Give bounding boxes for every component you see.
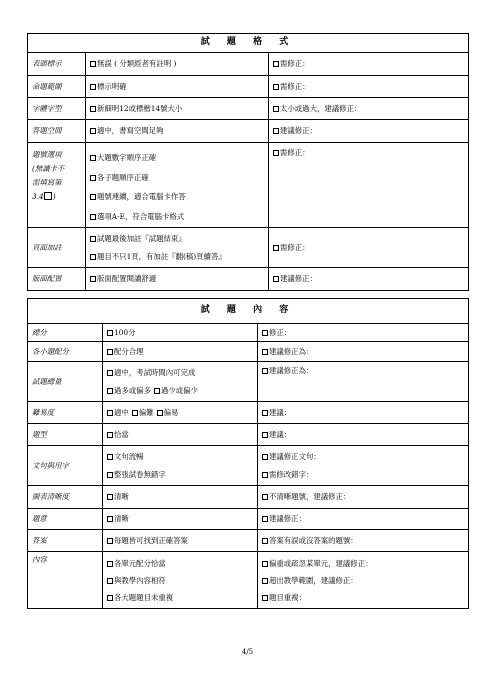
checkbox[interactable] (90, 214, 96, 220)
checkbox[interactable] (90, 194, 96, 200)
checkbox[interactable] (90, 254, 96, 260)
content-label-type: 題型 (28, 424, 103, 446)
option-text: 過多或偏多 (114, 385, 151, 395)
format-label-space: 答題空間 (28, 120, 86, 143)
checkbox[interactable] (262, 578, 268, 584)
option-text: 標示明確 (97, 81, 127, 91)
option-text: 需修正： (280, 242, 310, 252)
checkbox[interactable] (107, 516, 113, 522)
option-text: 需修正： (280, 148, 310, 157)
option-text: 需修改錯字： (269, 469, 314, 479)
option-text: 不清晰題號，建議修正： (269, 492, 351, 502)
option-text: 太小或過大，建議修正： (280, 103, 362, 113)
checkbox[interactable] (273, 245, 279, 251)
format-label-layout: 版面配置 (28, 268, 86, 291)
checkbox[interactable] (90, 276, 96, 282)
checkbox[interactable] (107, 388, 113, 394)
checkbox[interactable] (90, 175, 96, 181)
checkbox[interactable] (90, 236, 96, 242)
checkbox[interactable] (107, 578, 113, 584)
format-label-scope: 命題範圍 (28, 76, 86, 98)
option-text: 建議修正為： (269, 346, 314, 356)
option-text: 文句流暢 (114, 452, 144, 462)
format-label-header: 表頭標示 (28, 53, 86, 76)
option-text: 建議修正： (280, 126, 317, 136)
checkbox[interactable] (262, 454, 268, 460)
option-text: 題目不只1頁，有加註『翻(稿)頁續答』 (97, 251, 226, 261)
checkbox[interactable] (107, 349, 113, 355)
checkbox[interactable] (262, 349, 268, 355)
option-text: 與教學內容相符 (114, 576, 166, 586)
option-text: 配分合理 (114, 346, 144, 356)
option-text: 各單元配分恰當 (114, 559, 166, 568)
option-text: 無誤 ( 分類經者有註明 ) (97, 59, 177, 69)
option-text: 新細明12或標楷14號大小 (97, 103, 183, 113)
checkbox[interactable] (262, 494, 268, 500)
checkbox[interactable] (262, 410, 268, 416)
option-text: 各子題順序正確 (97, 172, 149, 182)
content-table (27, 298, 469, 609)
checkbox[interactable] (107, 370, 113, 376)
option-text: 版面配置閱讀舒適 (97, 274, 157, 284)
option-text: 恰當 (114, 429, 129, 439)
option-text: 建議： (269, 407, 292, 417)
option-text: 題號連續，適合電腦卡作答 (97, 192, 186, 202)
checkbox[interactable] (90, 84, 96, 90)
option-text: 需修正： (280, 81, 310, 91)
checkbox[interactable] (262, 595, 268, 601)
checkbox[interactable] (273, 150, 279, 156)
content-label-score: 各小題配分 (28, 342, 103, 362)
checkbox[interactable] (107, 432, 113, 438)
option-text: 100分 (114, 327, 136, 337)
option-text: 清晰 (114, 492, 129, 502)
format-label-numbering: 題號選項 (無讀卡不 需填寫第 3.4 ) (28, 143, 86, 228)
option-text: 大題數字順序正確 (97, 153, 157, 162)
option-text: 每題皆可找到正確答案 (114, 535, 188, 545)
option-text: 偏重或疏忽某單元，建議修正： (269, 559, 373, 568)
option-text: 修正： (269, 327, 292, 337)
option-text: 過少或偏少 (160, 385, 198, 395)
option-text: 需修正： (280, 59, 310, 69)
checkbox[interactable] (273, 84, 279, 90)
option-text: 建議修正文句： (269, 452, 321, 462)
checkbox[interactable] (132, 410, 138, 416)
checkbox[interactable] (262, 516, 268, 522)
content-label-amount: 試題總量 (28, 362, 103, 402)
page-number: 4/5 (241, 648, 254, 656)
content-label-clarity: 圖表清晰度 (28, 486, 103, 509)
option-text: 建議修正： (269, 514, 306, 524)
content-label-answer: 答案 (28, 530, 103, 552)
checkbox[interactable] (262, 330, 268, 336)
option-text: 超出教學範圍，建議修正： (269, 576, 358, 586)
checkbox[interactable] (107, 454, 113, 460)
checkbox[interactable] (90, 128, 96, 134)
checkbox[interactable] (273, 61, 279, 67)
checkbox[interactable] (107, 494, 113, 500)
option-text: 適中 (114, 407, 129, 417)
format-table-title: 試 題 格 式 (28, 34, 469, 53)
checkbox[interactable] (154, 388, 160, 394)
option-text: 試題最後加註『試題結束』 (97, 234, 186, 244)
option-text: 適中，書寫空間足夠 (97, 126, 164, 136)
checkbox[interactable] (107, 561, 113, 567)
checkbox[interactable] (107, 595, 113, 601)
option-text: 清晰 (114, 514, 129, 524)
checkbox[interactable] (107, 472, 113, 478)
checkbox[interactable] (44, 192, 52, 200)
content-label-content: 內容 (28, 552, 103, 609)
option-text: 建議： (269, 429, 292, 439)
checkbox[interactable] (107, 410, 113, 416)
content-label-wording: 文句與用字 (28, 446, 103, 486)
checkbox[interactable] (262, 432, 268, 438)
checkbox[interactable] (262, 561, 268, 567)
option-text: 建議修正為： (269, 366, 314, 375)
option-text: 答案有誤或沒答案的題號： (269, 535, 358, 545)
option-text: 適中，考試時間內可完成 (114, 368, 196, 378)
content-label-meaning: 題意 (28, 509, 103, 530)
checkbox[interactable] (90, 106, 96, 112)
option-text: 偏難 (138, 407, 154, 417)
option-text: 各大題題目未重複 (114, 593, 174, 603)
format-label-font: 字體字型 (28, 98, 86, 120)
checkbox[interactable] (157, 410, 163, 416)
checkbox[interactable] (90, 155, 96, 161)
option-text: 選項A-E，符合電腦卡格式 (97, 211, 185, 221)
checkbox[interactable] (273, 106, 279, 112)
checkbox[interactable] (262, 538, 268, 544)
option-text: 建議修正： (280, 274, 317, 284)
checkbox[interactable] (273, 128, 279, 134)
format-table (27, 33, 469, 291)
format-label-page-note: 頁面加註 (28, 228, 86, 268)
option-text: 偏易 (163, 407, 179, 417)
checkbox[interactable] (273, 276, 279, 282)
checkbox[interactable] (107, 330, 113, 336)
checkbox[interactable] (262, 368, 268, 374)
checkbox[interactable] (262, 472, 268, 478)
option-text: 整張試卷無錯字 (114, 469, 166, 479)
option-text: 題目重複： (269, 593, 306, 603)
checkbox[interactable] (90, 61, 96, 67)
content-label-difficulty: 難易度 (28, 402, 103, 424)
content-table-title: 試 題 內 容 (28, 299, 469, 324)
checkbox[interactable] (107, 538, 113, 544)
content-label-total: 總分 (28, 324, 103, 342)
